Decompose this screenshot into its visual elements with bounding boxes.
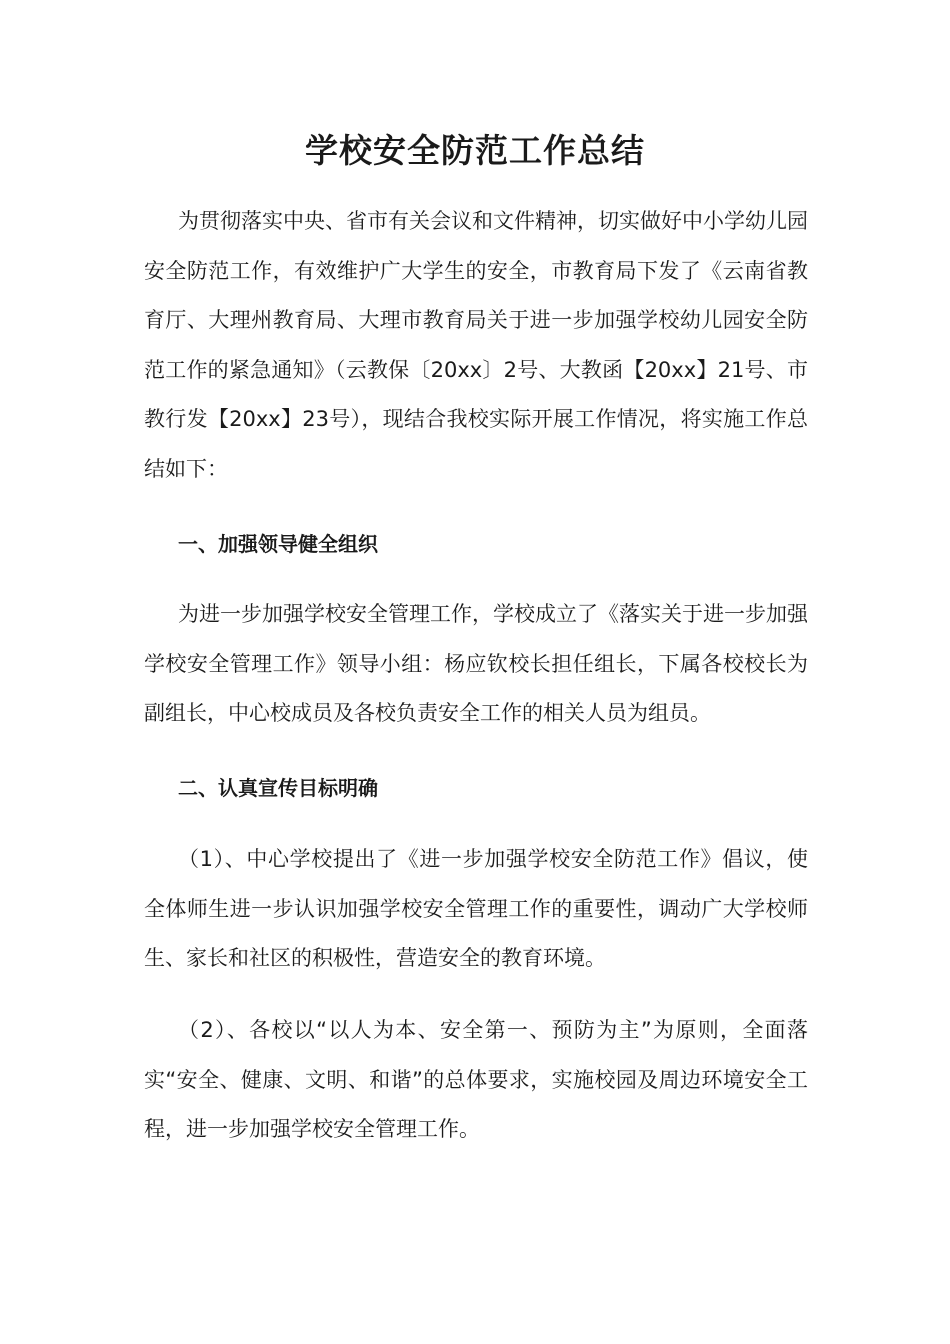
intro-paragraph: 为贯彻落实中央、省市有关会议和文件精神，切实做好中小学幼儿园安全防范工作，有效维护广大学生的安全，市教育局下发了《云南省教育厅、大理州教育局、大理市教育局关于进一步加强学校幼儿园安全防范工作的紧急通知》（云教保〔20xx〕2号、大教函【20xx】21号、市教行发【20xx】23号），现结合我校实际开展工作情况，将实施工作总结如下：: [144, 209, 808, 481]
document-title: 学校安全防范工作总结: [305, 131, 645, 170]
section-2-paragraph-2: （2）、各校以“以人为本、安全第一、预防为主”为原则，全面落实“安全、健康、文明、和谐”的总体要求，实施校园及周边环境安全工程，进一步加强学校安全管理工作。: [144, 1018, 808, 1141]
section-2-paragraph-1: （1）、中心学校提出了《进一步加强学校安全防范工作》倡议，使全体师生进一步认识加强学校安全管理工作的重要性，调动广大学校师生、家长和社区的积极性，营造安全的教育环境。: [144, 847, 808, 970]
section-heading-1: 一、加强领导健全组织: [178, 532, 378, 556]
section-1-paragraph-1: 为进一步加强学校安全管理工作，学校成立了《落实关于进一步加强学校安全管理工作》领导小组：杨应钦校长担任组长，下属各校校长为副组长，中心校成员及各校负责安全工作的相关人员为组员。: [144, 602, 808, 725]
section-heading-2: 二、认真宣传目标明确: [178, 776, 378, 800]
